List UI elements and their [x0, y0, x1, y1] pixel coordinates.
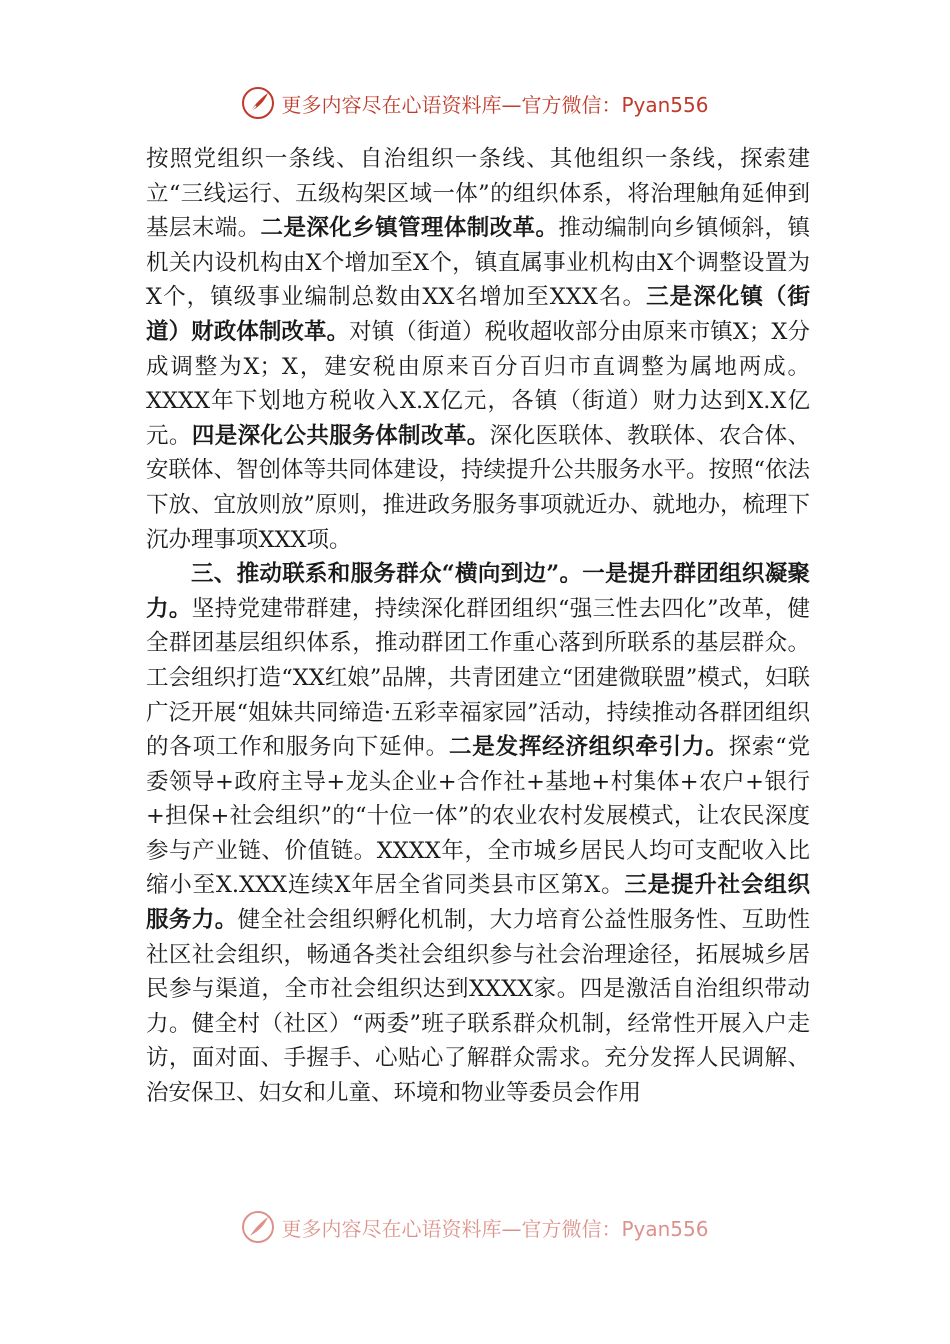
- segment: 深化医联体、教联体、农合体、安联体、智创体等共同体建设，持续提升公共服务水平。按照“依法下放、宜放则放”原则，推进政务服务事项就近办、就地办，梳理下沉办理事项XXX项。: [146, 422, 811, 553]
- paragraph-1: [146, 142, 810, 557]
- segment-bold: 三是深化镇（街道）财政体制改革。: [146, 284, 810, 345]
- segment: 推动编制向乡镇倾斜，镇机关内设机构由X个增加至X个，镇直属事业机构由X个调整设置为X个，镇级事业编制总数由XX名增加至XXX名。: [146, 215, 810, 311]
- segment-bold: 三是提升社会组织服务力。: [146, 872, 810, 934]
- watermark-header: [0, 86, 950, 120]
- watermark-footer: [0, 1210, 950, 1244]
- segment: 坚持党建带群建，持续深化群团组织“强三性去四化”改革，健全群团基层组织体系，推动群团工作重心落到所联系的基层群众。工会组织打造“XX红娘”品牌，共青团建立“团建微联盟”模式，妇联广泛开展“姐妹共同缔造·五彩幸福家园”活动，持续推动各群团组织的各项工作和服务向下延伸。: [146, 595, 810, 761]
- segment-bold: 四是深化公共服务体制改革。: [191, 422, 490, 449]
- segment-bold: 二是发挥经济组织牵引力。: [448, 734, 729, 761]
- watermark-text: 更多内容尽在心语资料库—官方微信：Pyan556: [281, 92, 709, 117]
- document-body: [146, 142, 810, 1111]
- segment: 探索“党委领导+政府主导+龙头企业+合作社+基地+村集体+农户+银行+担保+社会组织”的“十位一体”的农业农村发展模式，让农民深度参与产业链、价值链。XXXX年，全市城乡居民人均可支配收入比缩小至X.XXX连续X年居全省同类县市区第X。: [146, 734, 810, 899]
- watermark-text: 更多内容尽在心语资料库—官方微信：Pyan556: [281, 1216, 709, 1241]
- quill-pen-icon: [241, 86, 275, 120]
- segment: 对镇（街道）税收超收部分由原来市镇X；X分成调整为X；X，建安税由原来百分百归市直调整为属地两成。XXXX年下划地方税收入X.X亿元，各镇（街道）财力达到X.X亿元。: [146, 318, 810, 449]
- segment-bold: 二是深化乡镇管理体制改革。: [260, 215, 559, 242]
- quill-pen-icon: [241, 1210, 275, 1244]
- segment-bold: 三、推动联系和服务群众“横向到边”。一是提升群团组织凝聚力。: [146, 561, 810, 622]
- paragraph-2: [146, 557, 810, 1111]
- segment: 健全社会组织孵化机制，大力培育公益性服务性、互助性社区社会组织，畅通各类社会组织参与社会治理途径，拓展城乡居民参与渠道，全市社会组织达到XXXX家。四是激活自治组织带动力。健全村（社区）“两委”班子联系群众机制，经常性开展入户走访，面对面、手握手、心贴心了解群众需求。充分发挥人民调解、治安保卫、妇女和儿童、环境和物业等委员会作用: [146, 907, 810, 1107]
- segment: 按照党组织一条线、自治组织一条线、其他组织一条线，探索建立“三线运行、五级构架区域一体”的组织体系，将治理触角延伸到基层末端。: [146, 146, 810, 242]
